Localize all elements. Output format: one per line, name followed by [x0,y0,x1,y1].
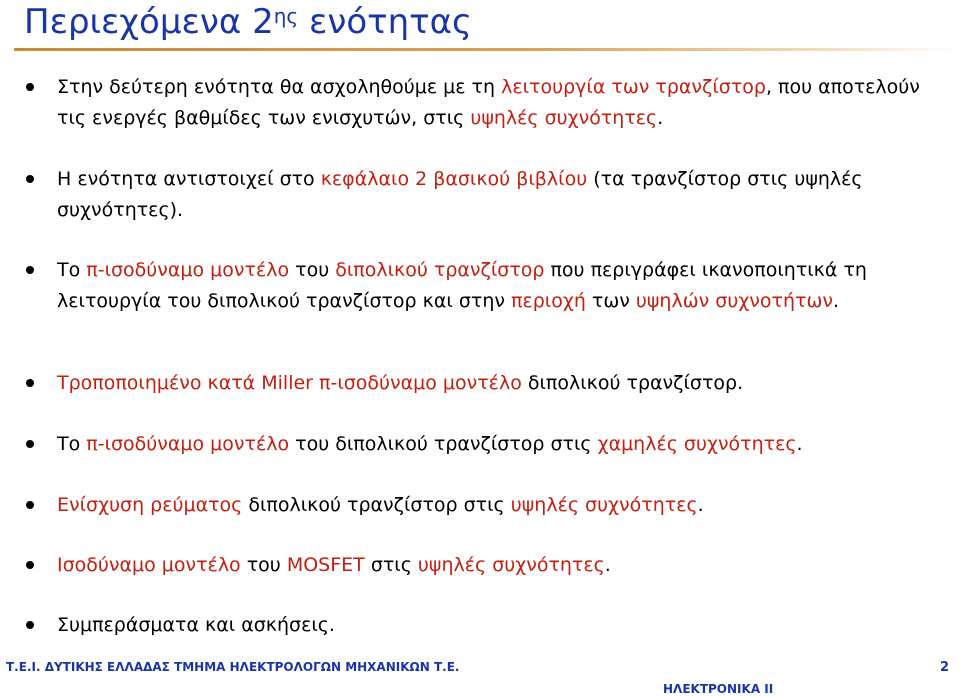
bullet-text-segment: του διπολικού τρανζίστορ στις [289,433,598,455]
highlighted-term: Τροποποιημένο κατά Miller π-ισοδύναμο μοντέλο [57,372,522,394]
bullet-text-segment: . [657,106,664,129]
bullet-text [57,164,946,225]
bullet-text [57,490,946,521]
bullet-text-segment: διπολικού τρανζίστορ. [521,372,744,394]
highlighted-term: Ενίσχυση ρεύματος [57,494,243,516]
highlighted-term: λειτουργία των τρανζίστορ [501,76,766,98]
title-divider [14,48,960,51]
footer-course: ΗΛΕΚΤΡΟΝΙΚΑ ΙΙ [663,682,774,696]
bullet-dot-icon [26,561,34,569]
bullet-text-segment: (τα τρανζίστορ στις υψηλές συχνότητες). [57,168,863,221]
bullet-text-segment: των [585,289,636,312]
bullet-text-segment: που περιγράφει ικανοποιητικά τη λειτουργία του διπολικού τρανζίστορ και στην [57,259,867,312]
highlighted-term: MOSFET [286,554,365,576]
bullet-text-segment: του [289,259,336,281]
highlighted-term: υψηλές συχνότητες [417,554,605,576]
highlighted-term: υψηλών συχνοτήτων [635,289,833,312]
bullet-text-segment: Το [57,259,87,281]
bullet-item [26,255,946,316]
highlighted-term: χαμηλές συχνότητες [597,433,797,455]
bullet-item [26,550,946,581]
bullet-item [26,429,946,460]
bullet-text [57,368,946,399]
bullet-text-segment: Η ενότητα αντιστοιχεί στο [57,168,321,190]
bullet-text-segment: Στην δεύτερη ενότητα θα ασχοληθούμε με τη [57,76,502,98]
bullet-text-segment: . [832,289,840,312]
bullet-item [26,610,946,641]
bullet-dot-icon [26,621,34,629]
highlighted-term: κεφάλαιο 2 βασικού βιβλίου [320,168,588,190]
bullet-item [26,164,946,225]
bullet-text [57,610,946,641]
bullet-text [57,429,946,460]
title-tail: ενότητας [298,2,472,42]
bullet-dot-icon [26,175,34,183]
bullet-text-segment: του [240,554,287,576]
title-superscript: ης [273,4,299,28]
page-number: 2 [940,660,950,675]
bullet-text [57,72,946,133]
bullet-item [26,72,946,133]
highlighted-term: Ισοδύναμο μοντέλο [57,554,241,576]
bullet-text-segment: στις [364,554,418,576]
highlighted-term: π-ισοδύναμο μοντέλο [86,433,290,455]
highlighted-term: υψηλές συχνότητες [510,494,698,516]
bullet-text [57,255,946,316]
bullet-dot-icon [26,83,34,91]
bullet-text [57,550,946,581]
bullet-dot-icon [26,440,34,448]
bullet-text-segment: Συμπεράσματα και ασκήσεις. [57,614,335,636]
highlighted-term: π-ισοδύναμο μοντέλο [86,259,290,281]
slide-title [24,2,472,42]
highlighted-term: περιοχή [511,289,586,312]
bullet-text-segment: . [796,433,803,455]
footer-institution: Τ.Ε.Ι. ΔΥΤΙΚΗΣ ΕΛΛΑΔΑΣ ΤΜΗΜΑ ΗΛΕΚΤΡΟΛΟΓΩΝ ΜΗΧΑΝΙΚΩΝ Τ.Ε. [6,660,460,674]
highlighted-term: υψηλές συχνότητες [470,106,658,129]
bullet-dot-icon [26,501,34,509]
title-main: Περιεχόμενα 2 [24,2,274,42]
bullet-text-segment: Το [57,433,87,455]
highlighted-term: διπολικού τρανζίστορ [335,259,545,281]
bullet-text-segment: , που αποτελούν τις ενεργές βαθμίδες των ενισχυτών, στις [57,76,920,129]
bullet-text-segment: διπολικού τρανζίστορ στις [242,494,511,516]
bullet-item [26,490,946,521]
bullet-dot-icon [26,266,34,274]
bullet-text-segment: . [697,494,704,516]
bullet-dot-icon [26,379,34,387]
bullet-item [26,368,946,399]
bullet-text-segment: . [604,554,611,576]
